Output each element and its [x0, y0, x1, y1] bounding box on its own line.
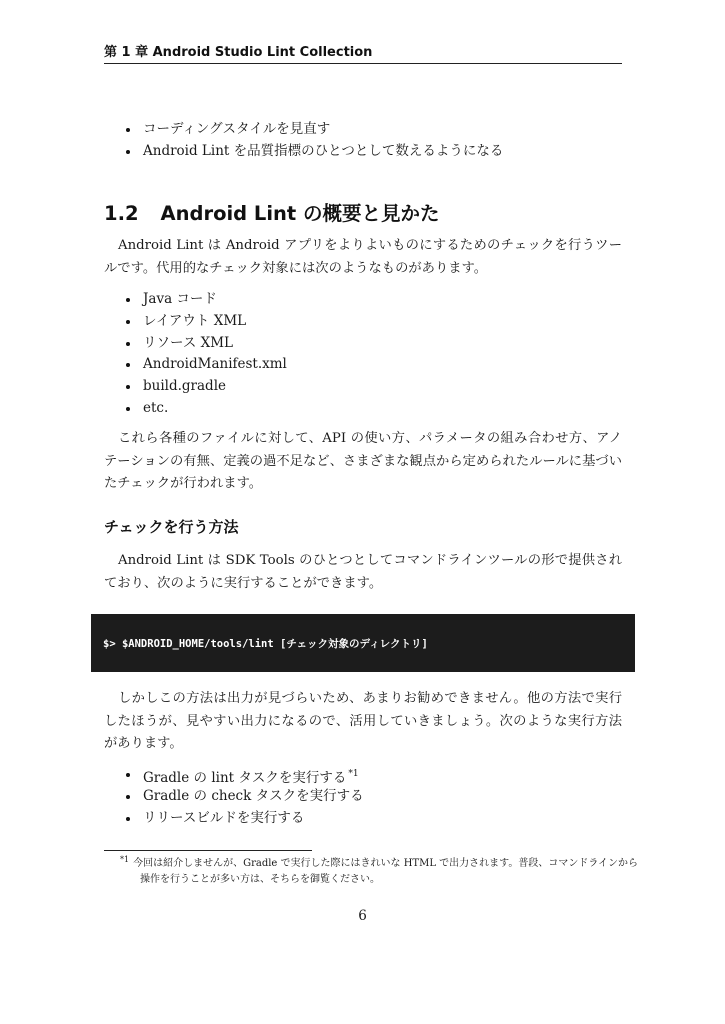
cli-paragraph: Android Lint は SDK Tools のひとつとしてコマンドラインツールの形で提供されており、次のように実行することができます。 [104, 553, 622, 591]
list-item-text: Gradle の lint タスクを実行する [143, 770, 347, 786]
page-number: 6 [358, 908, 367, 924]
checks-paragraph: これら各種のファイルに対して、API の使い方、パラメータの組み合わせ方、アノテーションの有無、定義の過不足など、さまざまな観点から定められたルールに基づいたチェックが行われます。 [104, 431, 622, 491]
run-methods-list [124, 764, 364, 829]
check-targets-list [124, 289, 287, 420]
list-item: レイアウト XML [124, 311, 287, 333]
list-item: リリースビルドを実行する [124, 808, 364, 830]
list-item: コーディングスタイルを見直す [124, 119, 503, 141]
footnote-text: 今回は紹介しませんが、Gradle で実行した際にはきれいな HTML で出力されます。普段、コマンドラインから操作を行うことが多い方は、そちらを御覧ください。 [133, 858, 639, 885]
list-item: etc. [124, 398, 287, 420]
footnote [120, 852, 642, 888]
code-block [91, 614, 635, 672]
section-title: Android Lint の概要と見かた [160, 202, 440, 225]
list-item: Android Lint を品質指標のひとつとして数えるようになる [124, 141, 503, 163]
subsection-heading: チェックを行う方法 [104, 518, 239, 536]
intro-paragraph: Android Lint は Android アプリをよりよいものにするためのチェックを行うツールです。代用的なチェック対象には次のようなものがあります。 [104, 238, 622, 276]
list-item: AndroidManifest.xml [124, 354, 287, 376]
section-heading [104, 198, 440, 226]
section-number: 1.2 [104, 202, 139, 225]
code-command: $> $ANDROID_HOME/tools/lint [チェック対象のディレクトリ] [103, 638, 428, 650]
list-item: リソース XML [124, 333, 287, 355]
footnote-divider [104, 850, 312, 851]
list-item: Java コード [124, 289, 287, 311]
list-item [124, 764, 364, 786]
goals-list [124, 119, 503, 163]
running-header: 第 1 章 Android Studio Lint Collection [104, 41, 622, 64]
footnote-mark: *1 [120, 855, 130, 864]
list-item: build.gradle [124, 376, 287, 398]
footnote-reference[interactable]: *1 [348, 769, 359, 779]
list-item: Gradle の check タスクを実行する [124, 786, 364, 808]
methods-paragraph: しかしこの方法は出力が見づらいため、あまりお勧めできません。他の方法で実行したほうが、見やすい出力になるので、活用していきましょう。次のような実行方法があります。 [104, 691, 622, 751]
